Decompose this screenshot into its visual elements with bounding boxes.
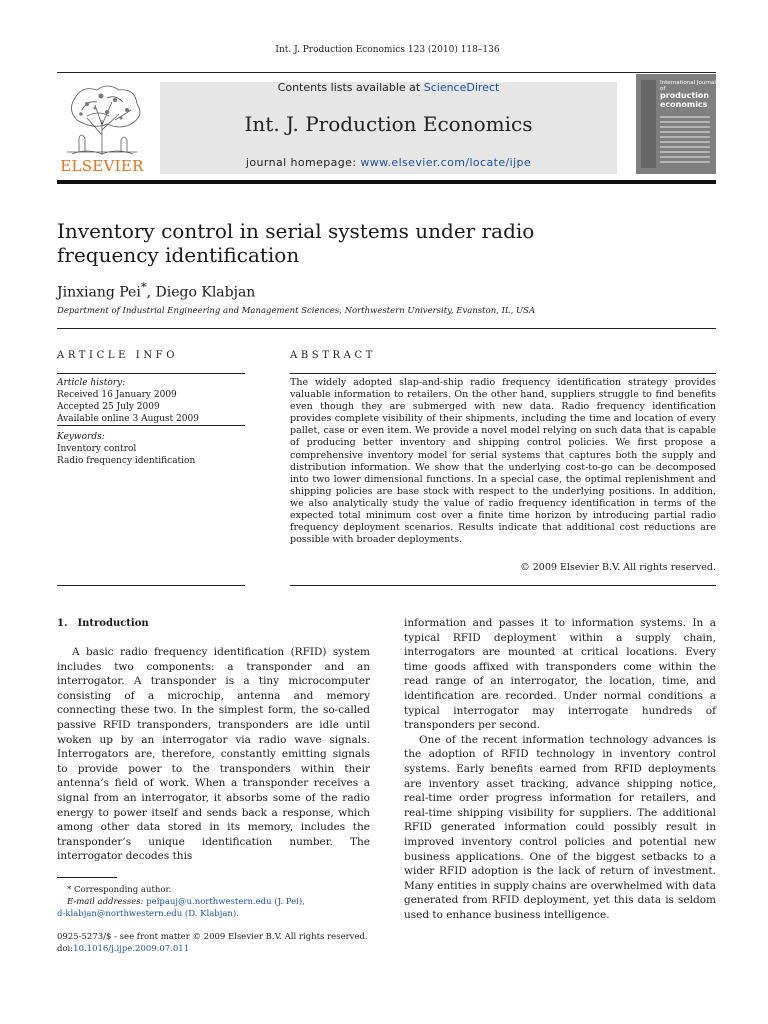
email-link[interactable]: d-klabjan@northwestern.edu (D. Klabjan). bbox=[57, 909, 239, 919]
affiliation: Department of Industrial Engineering and Management Sciences, Northwestern University, Evanston, IL, USA bbox=[57, 306, 536, 316]
homepage-link[interactable]: www.elsevier.com/locate/ijpe bbox=[360, 156, 532, 169]
article-history bbox=[57, 377, 245, 425]
body-paragraph: One of the recent information technology advances is the adoption of RFID technology in inventory control systems. Early benefits earned from RFID deployments are inventory asset tracking, advance shipping notice, real-time order progress information for retailers, and real-time shipping visibility for suppliers. The additional RFID generated information could possibly result in improved inventory control policies and potential new business applications. One of the biggest setbacks to a wider RFID adoption is the lack of return of investment. Many entities in supply chains are overwhelmed with data generated from RFID deployment, yet this data is seldom used to enhance business intelligence. bbox=[404, 733, 716, 921]
author-name[interactable]: Diego Klabjan bbox=[155, 284, 256, 301]
received-date: Received 16 January 2009 bbox=[57, 390, 177, 400]
author-name[interactable]: Jinxiang Pei bbox=[57, 284, 141, 301]
article-info-rule bbox=[57, 373, 245, 374]
abstract-heading: ABSTRACT bbox=[290, 350, 376, 361]
keyword: Radio frequency identification bbox=[57, 456, 196, 466]
article-info-bottom-rule bbox=[57, 585, 245, 586]
cover-sidebar bbox=[641, 80, 656, 168]
accepted-date: Accepted 25 July 2009 bbox=[57, 402, 160, 412]
keywords-label: Keywords: bbox=[57, 432, 105, 442]
homepage-prefix: journal homepage: bbox=[245, 156, 361, 169]
cover-contents-lines bbox=[660, 116, 710, 166]
journal-title: Int. J. Production Economics bbox=[244, 112, 533, 136]
article-info-heading: ARTICLE INFO bbox=[57, 350, 179, 361]
header-thick-rule bbox=[57, 180, 716, 184]
doi-link[interactable]: 10.1016/j.ijpe.2009.07.011 bbox=[73, 944, 190, 954]
contents-line bbox=[160, 81, 617, 94]
section-heading-introduction: 1. Introduction bbox=[57, 618, 149, 629]
front-matter bbox=[57, 931, 377, 955]
keyword: Inventory control bbox=[57, 444, 137, 454]
cover-line2: production bbox=[660, 91, 710, 101]
body-column-right bbox=[404, 616, 716, 922]
online-date: Available online 3 August 2009 bbox=[57, 414, 199, 424]
author-separator: , bbox=[146, 284, 156, 301]
corresponding-note: * Corresponding author. bbox=[67, 885, 172, 895]
top-divider bbox=[57, 72, 716, 73]
cover-line1: International Journal of bbox=[660, 80, 716, 93]
doi-prefix: doi: bbox=[57, 944, 74, 954]
journal-cover-thumbnail bbox=[636, 74, 716, 174]
abstract-copyright: © 2009 Elsevier B.V. All rights reserved. bbox=[520, 562, 716, 573]
history-label: Article history: bbox=[57, 378, 126, 388]
paper-title: Inventory control in serial systems under radio frequency identification bbox=[57, 219, 535, 267]
abstract-bottom-rule bbox=[290, 585, 716, 586]
keywords bbox=[57, 431, 245, 467]
email-link[interactable]: peipauj@u.northwestern.edu (J. Pei), bbox=[146, 897, 305, 907]
body-paragraph: information and passes it to information systems. In a typical RFID deployment within a supply chain, interrogators are mounted at critical locations. Every time goods affixed with transponders come within the read range of an interrogator, the location, time, and identification are recorded. Under normal conditions a typical interrogator may interrogate hundreds of transponders per second. bbox=[404, 617, 716, 732]
issn-line: 0925-5273/$ - see front matter © 2009 Elsevier B.V. All rights reserved. bbox=[57, 932, 368, 942]
cover-line3: economics bbox=[660, 99, 708, 109]
homepage-line bbox=[160, 156, 617, 169]
publisher-wordmark: ELSEVIER bbox=[60, 157, 144, 175]
body-paragraph: A basic radio frequency identification (RFID) system includes two components: a transponder and an interrogator. A transponder is a tiny microcomputer consisting of a microchip, antenna and memory connecting these two. In the simplest form, the so-called passive RFID transponders, transponders are idle until woken up by an interrogator via radio wave signals. Interrogators are, therefore, constantly emitting signals to provide power to the transponders within their antenna’s field of work. When a transponder receives a signal from an interrogator, it absorbs some of the radio energy to power itself and sends back a response, which among other data stored in its memory, includes the transponder’s unique identification number. The interrogator decodes this bbox=[57, 646, 370, 863]
abstract-rule bbox=[290, 373, 716, 374]
email-label: E-mail addresses: bbox=[67, 897, 147, 907]
affiliation-divider bbox=[57, 328, 716, 329]
author-list bbox=[57, 280, 255, 301]
footnote bbox=[57, 884, 370, 920]
cover-title bbox=[660, 80, 716, 110]
corresponding-mark[interactable]: * bbox=[140, 280, 147, 294]
footnote-rule bbox=[57, 877, 117, 878]
article-info-rule bbox=[57, 425, 245, 426]
abstract-text: The widely adopted slap-and-ship radio frequency identification strategy provides valuable information to retailers. On the other hand, suppliers struggle to find benefits even though they are submerged with new data. Radio frequency identification provides complete visibility of their shipments, including the time and location of every pallet, case or even item. We provide a novel model relying on such data that is capable of producing better inventory and shipping control policies. We first propose a comprehensive inventory model for serial systems that captures both the supply and distribution information. We show that the underlying cost-to-go can be decomposed into two lower dimensional functions. In a special case, the optimal replenishment and shipping policies are base stock with respect to the underlying positions. In addition, we also analytically study the value of radio frequency identification in terms of the expected total minimum cost over a finite time horizon by introducing partial radio frequency deployment scenarios. Results indicate that additional cost reductions are possible with broader deployments. bbox=[290, 377, 716, 546]
sciencedirect-link[interactable]: ScienceDirect bbox=[423, 81, 500, 94]
body-column-left bbox=[57, 645, 370, 864]
journal-reference: Int. J. Production Economics 123 (2010) 118–136 bbox=[275, 45, 500, 55]
contents-prefix: Contents lists available at bbox=[277, 81, 424, 94]
